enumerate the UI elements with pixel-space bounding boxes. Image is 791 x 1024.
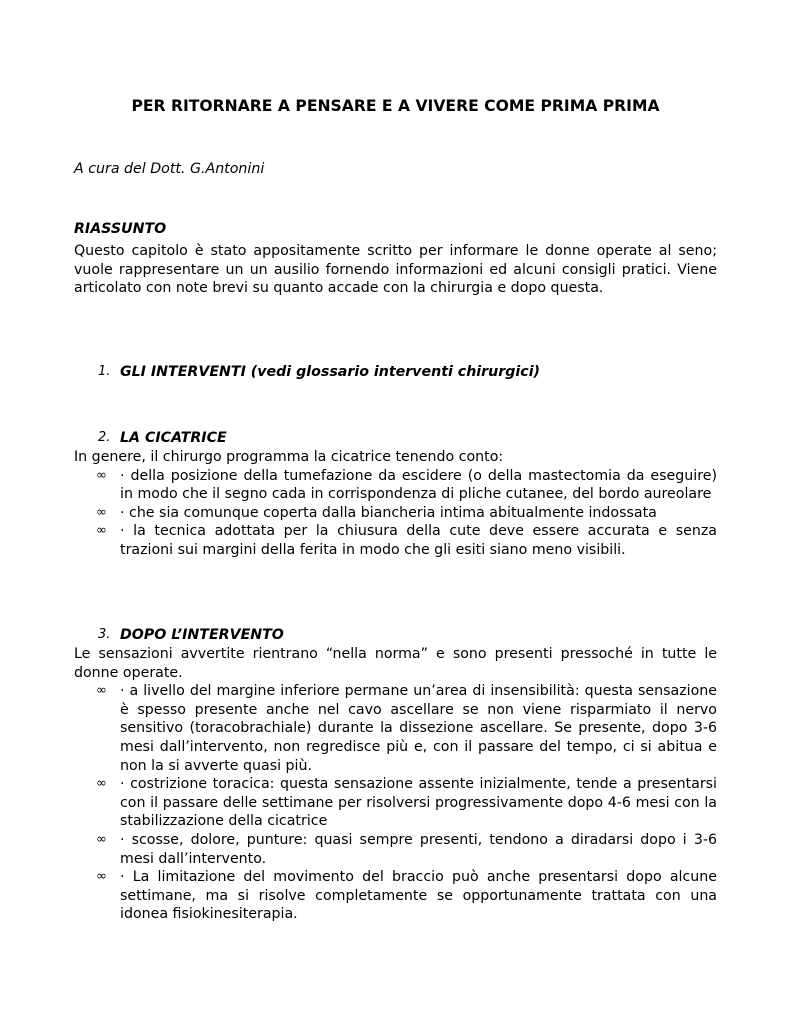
section-heading xyxy=(74,625,717,645)
section-intro: In genere, il chirurgo programma la cicatrice tenendo conto: xyxy=(74,449,504,465)
section-title: DOPO L’INTERVENTO xyxy=(120,627,284,643)
list-item-text: · la tecnica adottata per la chiusura della cute deve essere accurata e senza trazioni sui margini della ferita in modo che gli esiti siano meno visibili. xyxy=(120,523,717,558)
list-item xyxy=(74,868,717,924)
bullet-list xyxy=(74,682,717,924)
riassunto-heading: RIASSUNTO xyxy=(74,221,167,237)
list-item xyxy=(74,504,717,523)
list-item-text: · scosse, dolore, punture: quasi sempre presenti, tendono a diradarsi dopo i 3-6 mesi dall’intervento. xyxy=(120,831,717,867)
bullet-list xyxy=(74,467,717,560)
section-number: 2. xyxy=(98,430,111,445)
document-author: A cura del Dott. G.Antonini xyxy=(74,161,265,177)
section-heading xyxy=(74,362,717,382)
infinity-bullet-icon: ∞ xyxy=(96,776,107,792)
section-heading xyxy=(74,428,717,448)
list-item-text: · La limitazione del movimento del braccio può anche presentarsi dopo alcune settimane, ma si risolve completamente se opportunamente trattata con una idonea fisiokinesiterapia. xyxy=(120,869,717,923)
section-intro: Le sensazioni avvertite rientrano “nella norma” e sono presenti pressoché in tutte le donne operate. xyxy=(74,646,717,681)
list-item xyxy=(74,775,717,831)
infinity-bullet-icon: ∞ xyxy=(96,504,107,520)
list-item xyxy=(74,467,717,504)
list-item xyxy=(74,682,717,775)
infinity-bullet-icon: ∞ xyxy=(96,523,107,539)
list-item-text: · costrizione toracica: questa sensazione assente inizialmente, tende a presentarsi con il passare delle settimane per risolversi progressivamente dopo 4-6 mesi con la stabilizzazione della cicatrice xyxy=(120,776,717,830)
section-cicatrice xyxy=(74,428,717,560)
section-title: LA CICATRICE xyxy=(120,430,227,446)
infinity-bullet-icon: ∞ xyxy=(96,869,107,885)
list-item-text: · che sia comunque coperta dalla biancheria intima abitualmente indossata xyxy=(120,504,657,521)
infinity-bullet-icon: ∞ xyxy=(96,683,107,699)
section-title: GLI INTERVENTI (vedi glossario interventi chirurgici) xyxy=(120,364,541,380)
riassunto-text: Questo capitolo è stato appositamente scritto per informare le donne operate al seno; vuole rappresentare un un ausilio fornendo informazioni ed alcuni consigli pratici. Viene articolato con note brevi su quanto accade con la chirurgia e dopo questa. xyxy=(74,243,717,297)
document-title: PER RITORNARE A PENSARE E A VIVERE COME PRIMA PRIMA xyxy=(131,97,660,115)
section-number: 1. xyxy=(98,364,111,379)
infinity-bullet-icon: ∞ xyxy=(96,467,107,483)
list-item-text: · a livello del margine inferiore permane un’area di insensibilità: questa sensazione è spesso presente anche nel cavo ascellare se non viene risparmiato il nervo sensitivo (toracobrachiale) durante la dissezione ascellare. Se presente, dopo 3-6 mesi dall’intervento, non regredisce più e, con il passare del tempo, ci si abitua e non la si avverte quasi più. xyxy=(120,683,717,774)
list-item-text: · della posizione della tumefazione da escidere (o della mastectomia da eseguire) in modo che il segno cada in corrispondenza di pliche cutanee, del bordo aureolare xyxy=(120,467,717,503)
section-number: 3. xyxy=(98,627,111,642)
list-item xyxy=(74,522,717,559)
section-interventi xyxy=(74,362,717,382)
section-dopo-intervento xyxy=(74,625,717,924)
infinity-bullet-icon: ∞ xyxy=(96,831,107,847)
list-item xyxy=(74,831,717,868)
